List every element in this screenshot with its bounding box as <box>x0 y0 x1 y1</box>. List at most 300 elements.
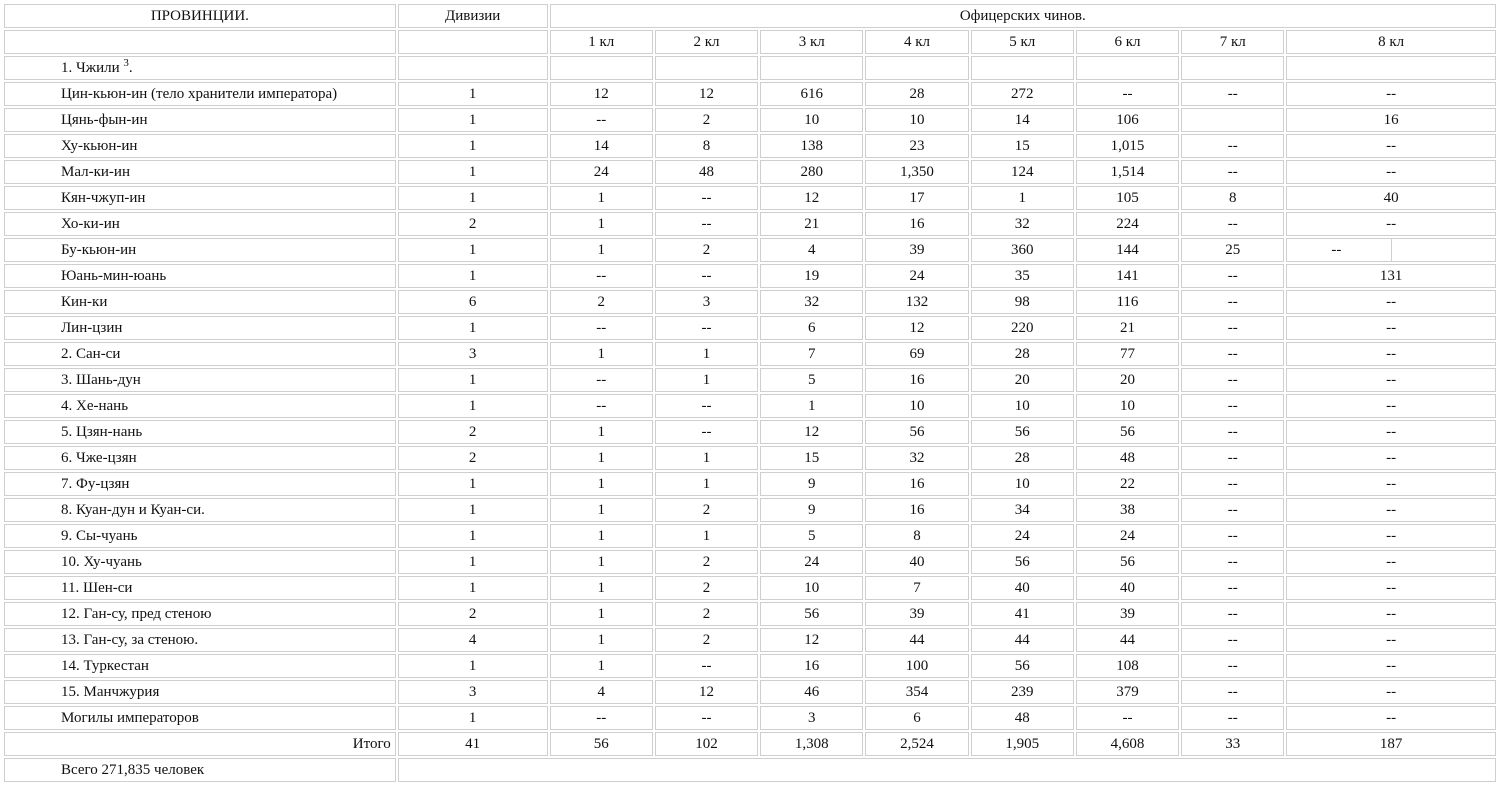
divisions-cell: 1 <box>398 186 548 210</box>
class-3-cell: 3 <box>760 706 863 730</box>
table-row <box>4 238 1496 262</box>
class-2-cell: 1 <box>655 446 758 470</box>
class-6-cell: 44 <box>1076 628 1179 652</box>
class-7-cell: -- <box>1181 420 1284 444</box>
header-class-5: 5 кл <box>971 30 1074 54</box>
divisions-cell: 1 <box>398 524 548 548</box>
class-4-cell: 132 <box>865 290 968 314</box>
divisions-cell: 1 <box>398 264 548 288</box>
class-7-cell: -- <box>1181 472 1284 496</box>
class-5-cell: 10 <box>971 472 1074 496</box>
class-8-split-value: -- <box>1331 242 1342 258</box>
class-5-cell: 24 <box>971 524 1074 548</box>
class-7-cell: -- <box>1181 654 1284 678</box>
class-4-cell: 24 <box>865 264 968 288</box>
class-8-cell: -- <box>1286 602 1496 626</box>
class-2-cell: 3 <box>655 290 758 314</box>
class-2-cell: 2 <box>655 498 758 522</box>
class-4-cell: 39 <box>865 238 968 262</box>
class-8-cell: -- <box>1286 82 1496 106</box>
header-class-8: 8 кл <box>1286 30 1496 54</box>
class-4-cell: 16 <box>865 498 968 522</box>
class-1-cell: 1 <box>550 212 653 236</box>
class-4-cell: 12 <box>865 316 968 340</box>
class-1-cell: 4 <box>550 680 653 704</box>
class-8-cell: -- <box>1286 394 1496 418</box>
class-5-cell: 272 <box>971 82 1074 106</box>
table-row <box>4 212 1496 236</box>
province-name: 10. Ху-чуань <box>4 550 396 574</box>
province-name: Кян-чжуп-ин <box>4 186 396 210</box>
table-row <box>4 680 1496 704</box>
divisions-cell: 6 <box>398 290 548 314</box>
class-3-cell: 10 <box>760 576 863 600</box>
table-row <box>4 472 1496 496</box>
class-8-cell: 131 <box>1286 264 1496 288</box>
class-8-cell: -- <box>1286 134 1496 158</box>
province-name: 4. Хе-нань <box>4 394 396 418</box>
class-7-cell: -- <box>1181 524 1284 548</box>
class-3-cell: 4 <box>760 238 863 262</box>
header-provinces: ПРОВИНЦИИ. <box>4 4 396 28</box>
total-class-2: 102 <box>655 732 758 756</box>
class-2-cell: 2 <box>655 238 758 262</box>
empty-cell <box>1181 56 1284 80</box>
divisions-cell: 1 <box>398 550 548 574</box>
class-6-cell: 1,015 <box>1076 134 1179 158</box>
class-3-cell: 616 <box>760 82 863 106</box>
class-7-cell: 25 <box>1181 238 1284 262</box>
total-class-8: 187 <box>1286 732 1496 756</box>
divisions-cell: 2 <box>398 212 548 236</box>
class-2-cell: 1 <box>655 368 758 392</box>
class-1-cell: 1 <box>550 602 653 626</box>
header-row-classes <box>4 30 1496 54</box>
class-8-cell: -- <box>1286 472 1496 496</box>
class-2-cell: -- <box>655 264 758 288</box>
class-7-cell: -- <box>1181 498 1284 522</box>
class-7-cell: 8 <box>1181 186 1284 210</box>
province-name: 2. Сан-си <box>4 342 396 366</box>
class-5-cell: 56 <box>971 420 1074 444</box>
divisions-cell: 1 <box>398 706 548 730</box>
class-3-cell: 12 <box>760 628 863 652</box>
table-row <box>4 524 1496 548</box>
class-8-cell: -- <box>1286 446 1496 470</box>
class-8-cell: -- <box>1286 342 1496 366</box>
table-row <box>4 498 1496 522</box>
header-class-2: 2 кл <box>655 30 758 54</box>
province-name: 11. Шен-си <box>4 576 396 600</box>
province-name: Мал-ки-ин <box>4 160 396 184</box>
class-5-cell: 56 <box>971 550 1074 574</box>
divisions-cell: 3 <box>398 342 548 366</box>
summary-text: Всего 271,835 человек <box>4 758 396 782</box>
divisions-cell: 1 <box>398 576 548 600</box>
class-8-cell: -- <box>1286 576 1496 600</box>
class-3-cell: 15 <box>760 446 863 470</box>
class-2-cell: 1 <box>655 524 758 548</box>
province-name: 3. Шань-дун <box>4 368 396 392</box>
class-8-cell: -- <box>1286 160 1496 184</box>
header-class-7: 7 кл <box>1181 30 1284 54</box>
class-4-cell: 39 <box>865 602 968 626</box>
class-6-cell: 224 <box>1076 212 1179 236</box>
table-row <box>4 576 1496 600</box>
province-name: Бу-кьюн-ин <box>4 238 396 262</box>
class-1-cell: 1 <box>550 524 653 548</box>
class-6-cell: 105 <box>1076 186 1179 210</box>
total-row <box>4 732 1496 756</box>
class-4-cell: 6 <box>865 706 968 730</box>
class-2-cell: -- <box>655 212 758 236</box>
class-4-cell: 28 <box>865 82 968 106</box>
class-3-cell: 5 <box>760 368 863 392</box>
class-6-cell: 379 <box>1076 680 1179 704</box>
total-class-6: 4,608 <box>1076 732 1179 756</box>
class-2-cell: 2 <box>655 628 758 652</box>
class-7-cell: -- <box>1181 446 1284 470</box>
class-7-cell: -- <box>1181 628 1284 652</box>
class-6-cell: 116 <box>1076 290 1179 314</box>
table-body <box>4 4 1496 782</box>
class-1-cell: 1 <box>550 238 653 262</box>
class-6-cell: 1,514 <box>1076 160 1179 184</box>
class-5-cell: 1 <box>971 186 1074 210</box>
province-name: Могилы императоров <box>4 706 396 730</box>
class-8-cell: -- <box>1286 550 1496 574</box>
class-1-cell: 1 <box>550 420 653 444</box>
class-4-cell: 1,350 <box>865 160 968 184</box>
class-2-cell: 2 <box>655 108 758 132</box>
class-5-cell: 10 <box>971 394 1074 418</box>
class-8-cell: -- <box>1286 368 1496 392</box>
class-4-cell: 8 <box>865 524 968 548</box>
class-4-cell: 10 <box>865 108 968 132</box>
class-1-cell: 12 <box>550 82 653 106</box>
class-3-cell: 16 <box>760 654 863 678</box>
class-8-cell: -- <box>1286 524 1496 548</box>
class-5-cell: 360 <box>971 238 1074 262</box>
class-1-cell: 1 <box>550 628 653 652</box>
province-name: Лин-цзин <box>4 316 396 340</box>
class-3-cell: 10 <box>760 108 863 132</box>
table-row <box>4 316 1496 340</box>
empty-cell <box>398 56 548 80</box>
class-5-cell: 34 <box>971 498 1074 522</box>
class-5-cell: 14 <box>971 108 1074 132</box>
empty-cell <box>550 56 653 80</box>
class-2-cell: -- <box>655 186 758 210</box>
class-6-cell: 21 <box>1076 316 1179 340</box>
class-4-cell: 17 <box>865 186 968 210</box>
total-class-5: 1,905 <box>971 732 1074 756</box>
class-7-cell: -- <box>1181 82 1284 106</box>
table-row <box>4 420 1496 444</box>
province-name: 7. Фу-цзян <box>4 472 396 496</box>
class-5-cell: 239 <box>971 680 1074 704</box>
class-1-cell: 1 <box>550 498 653 522</box>
class-7-cell: -- <box>1181 290 1284 314</box>
summary-empty <box>398 758 1496 782</box>
class-5-cell: 56 <box>971 654 1074 678</box>
header-class-1: 1 кл <box>550 30 653 54</box>
class-1-cell: -- <box>550 368 653 392</box>
province-name: 12. Ган-су, пред стеною <box>4 602 396 626</box>
divisions-cell: 1 <box>398 498 548 522</box>
class-3-cell: 5 <box>760 524 863 548</box>
class-3-cell: 46 <box>760 680 863 704</box>
class-3-cell: 56 <box>760 602 863 626</box>
divisions-cell: 1 <box>398 472 548 496</box>
group-title-cell <box>4 56 396 80</box>
class-5-cell: 124 <box>971 160 1074 184</box>
divisions-cell: 1 <box>398 160 548 184</box>
table-row <box>4 654 1496 678</box>
class-1-cell: 1 <box>550 576 653 600</box>
divisions-cell: 1 <box>398 108 548 132</box>
class-4-cell: 7 <box>865 576 968 600</box>
province-name: 5. Цзян-нань <box>4 420 396 444</box>
table-row <box>4 394 1496 418</box>
divisions-cell: 4 <box>398 628 548 652</box>
group-title-row <box>4 56 1496 80</box>
total-class-3: 1,308 <box>760 732 863 756</box>
divisions-cell: 2 <box>398 420 548 444</box>
class-1-cell: -- <box>550 264 653 288</box>
class-7-cell: -- <box>1181 680 1284 704</box>
class-6-cell: 39 <box>1076 602 1179 626</box>
class-2-cell: 2 <box>655 602 758 626</box>
class-3-cell: 32 <box>760 290 863 314</box>
class-4-cell: 16 <box>865 368 968 392</box>
table-row <box>4 446 1496 470</box>
province-name: Ху-кьюн-ин <box>4 134 396 158</box>
province-name: 8. Куан-дун и Куан-си. <box>4 498 396 522</box>
class-8-cell: -- <box>1286 212 1496 236</box>
class-1-cell: 1 <box>550 186 653 210</box>
class-7-cell: -- <box>1181 602 1284 626</box>
class-4-cell: 23 <box>865 134 968 158</box>
table-row <box>4 368 1496 392</box>
class-1-cell: 24 <box>550 160 653 184</box>
class-1-cell: 14 <box>550 134 653 158</box>
class-5-cell: 220 <box>971 316 1074 340</box>
summary-row <box>4 758 1496 782</box>
class-7-cell: -- <box>1181 550 1284 574</box>
class-1-cell: 1 <box>550 446 653 470</box>
class-1-cell: 1 <box>550 342 653 366</box>
empty-cell <box>1286 56 1496 80</box>
class-2-cell: 48 <box>655 160 758 184</box>
class-5-cell: 15 <box>971 134 1074 158</box>
divisions-cell: 1 <box>398 82 548 106</box>
group-title-suffix: . <box>128 60 133 76</box>
class-2-cell: -- <box>655 394 758 418</box>
table-row <box>4 108 1496 132</box>
class-8-cell: -- <box>1286 290 1496 314</box>
class-5-cell: 44 <box>971 628 1074 652</box>
class-7-cell: -- <box>1181 134 1284 158</box>
class-2-cell: 2 <box>655 576 758 600</box>
class-6-cell: 38 <box>1076 498 1179 522</box>
class-4-cell: 32 <box>865 446 968 470</box>
total-class-7: 33 <box>1181 732 1284 756</box>
total-divisions: 41 <box>398 732 548 756</box>
table-row <box>4 342 1496 366</box>
table-row <box>4 628 1496 652</box>
class-3-cell: 12 <box>760 420 863 444</box>
total-label: Итого <box>4 732 396 756</box>
class-8-cell: -- <box>1286 316 1496 340</box>
province-name: Цин-кьюн-ин (тело хранители императора) <box>4 82 396 106</box>
total-class-4: 2,524 <box>865 732 968 756</box>
class-2-cell: 12 <box>655 680 758 704</box>
class-5-cell: 98 <box>971 290 1074 314</box>
table-row <box>4 550 1496 574</box>
class-8-cell: 16 <box>1286 108 1496 132</box>
province-name: 13. Ган-су, за стеною. <box>4 628 396 652</box>
class-2-cell: 8 <box>655 134 758 158</box>
class-6-cell: 22 <box>1076 472 1179 496</box>
class-7-cell: -- <box>1181 212 1284 236</box>
table-row <box>4 290 1496 314</box>
class-7-cell: -- <box>1181 368 1284 392</box>
class-6-cell: 20 <box>1076 368 1179 392</box>
class-2-cell: -- <box>655 706 758 730</box>
class-2-cell: 1 <box>655 342 758 366</box>
class-8-cell: -- <box>1286 498 1496 522</box>
total-class-1: 56 <box>550 732 653 756</box>
province-name: 15. Манчжурия <box>4 680 396 704</box>
class-6-cell: 56 <box>1076 420 1179 444</box>
header-class-6: 6 кл <box>1076 30 1179 54</box>
header-empty-provinces <box>4 30 396 54</box>
table-row <box>4 186 1496 210</box>
class-4-cell: 44 <box>865 628 968 652</box>
class-5-cell: 48 <box>971 706 1074 730</box>
class-7-cell: -- <box>1181 264 1284 288</box>
table-row <box>4 160 1496 184</box>
class-2-cell: -- <box>655 654 758 678</box>
class-6-cell: 144 <box>1076 238 1179 262</box>
class-1-cell: -- <box>550 394 653 418</box>
class-7-cell <box>1181 108 1284 132</box>
class-4-cell: 10 <box>865 394 968 418</box>
class-1-cell: 1 <box>550 550 653 574</box>
class-1-cell: -- <box>550 706 653 730</box>
table-row <box>4 134 1496 158</box>
class-6-cell: 10 <box>1076 394 1179 418</box>
divisions-cell: 3 <box>398 680 548 704</box>
class-3-cell: 9 <box>760 498 863 522</box>
empty-cell <box>1076 56 1179 80</box>
header-row-main <box>4 4 1496 28</box>
class-2-cell: -- <box>655 420 758 444</box>
header-empty-divisions <box>398 30 548 54</box>
header-class-3: 3 кл <box>760 30 863 54</box>
class-1-cell: 1 <box>550 654 653 678</box>
province-name: 14. Туркестан <box>4 654 396 678</box>
class-5-cell: 28 <box>971 446 1074 470</box>
header-divisions: Дивизии <box>398 4 548 28</box>
divisions-cell: 1 <box>398 316 548 340</box>
class-7-cell: -- <box>1181 160 1284 184</box>
class-3-cell: 19 <box>760 264 863 288</box>
class-6-cell: 24 <box>1076 524 1179 548</box>
class-3-cell: 7 <box>760 342 863 366</box>
divisions-cell: 1 <box>398 394 548 418</box>
class-7-cell: -- <box>1181 706 1284 730</box>
class-3-cell: 21 <box>760 212 863 236</box>
class-2-cell: -- <box>655 316 758 340</box>
empty-cell <box>760 56 863 80</box>
class-1-cell: -- <box>550 316 653 340</box>
province-name: Юань-мин-юань <box>4 264 396 288</box>
divisions-cell: 2 <box>398 446 548 470</box>
class-7-cell: -- <box>1181 316 1284 340</box>
empty-cell <box>865 56 968 80</box>
class-3-cell: 12 <box>760 186 863 210</box>
class-6-cell: 56 <box>1076 550 1179 574</box>
divisions-cell: 1 <box>398 134 548 158</box>
class-6-cell: 77 <box>1076 342 1179 366</box>
divisions-cell: 1 <box>398 654 548 678</box>
divisions-cell: 1 <box>398 238 548 262</box>
class-8-cell: -- <box>1286 420 1496 444</box>
class-7-cell: -- <box>1181 576 1284 600</box>
province-name: 9. Сы-чуань <box>4 524 396 548</box>
class-6-cell: 141 <box>1076 264 1179 288</box>
class-3-cell: 9 <box>760 472 863 496</box>
class-1-cell: 1 <box>550 472 653 496</box>
table-row <box>4 82 1496 106</box>
empty-cell <box>971 56 1074 80</box>
class-5-cell: 32 <box>971 212 1074 236</box>
class-7-cell: -- <box>1181 394 1284 418</box>
table-row <box>4 706 1496 730</box>
class-4-cell: 100 <box>865 654 968 678</box>
class-8-cell: -- <box>1286 628 1496 652</box>
cell-divider <box>1391 239 1392 261</box>
class-1-cell: -- <box>550 108 653 132</box>
class-8-cell: -- <box>1286 654 1496 678</box>
class-4-cell: 16 <box>865 212 968 236</box>
class-5-cell: 40 <box>971 576 1074 600</box>
class-6-cell: -- <box>1076 82 1179 106</box>
table-row <box>4 264 1496 288</box>
military-officers-table <box>2 2 1498 784</box>
class-5-cell: 41 <box>971 602 1074 626</box>
class-8-cell: -- <box>1286 706 1496 730</box>
header-class-4: 4 кл <box>865 30 968 54</box>
class-1-cell: 2 <box>550 290 653 314</box>
class-8-cell <box>1286 238 1496 262</box>
class-6-cell: 106 <box>1076 108 1179 132</box>
class-3-cell: 1 <box>760 394 863 418</box>
class-4-cell: 56 <box>865 420 968 444</box>
province-name: Хо-ки-ин <box>4 212 396 236</box>
class-4-cell: 16 <box>865 472 968 496</box>
table-row <box>4 602 1496 626</box>
class-6-cell: 40 <box>1076 576 1179 600</box>
class-4-cell: 40 <box>865 550 968 574</box>
divisions-cell: 1 <box>398 368 548 392</box>
group-title-footnote: 3 <box>123 57 129 69</box>
class-8-cell: 40 <box>1286 186 1496 210</box>
class-6-cell: 48 <box>1076 446 1179 470</box>
group-title-label: 1. Чжили <box>61 60 120 76</box>
